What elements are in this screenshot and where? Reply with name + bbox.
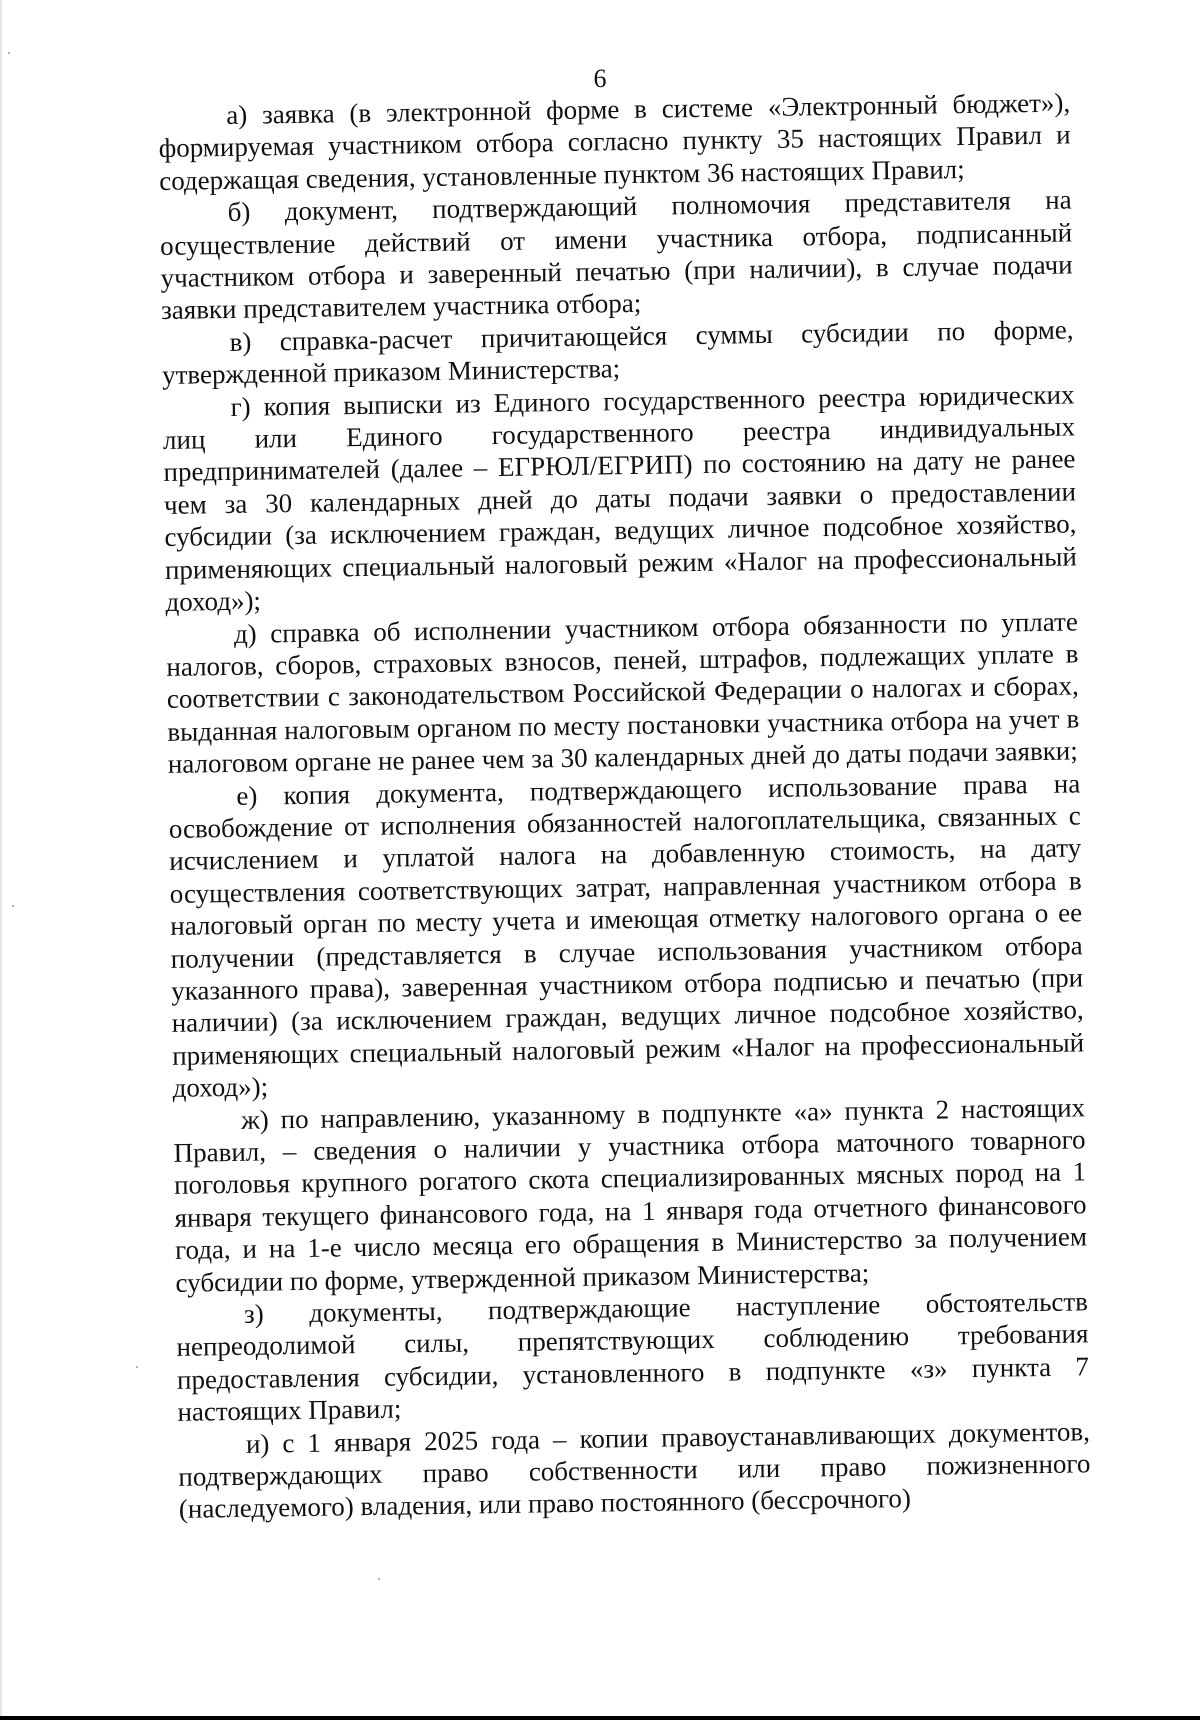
- paragraph-zh-livestock-information: ж) по направлению, указанному в подпункте «а» пункта 2 настоящих Правил, – сведения о наличии у участника отбора маточного товарного поголовья крупного рогатого скота специализированных мясных пород на 1 января текущего финансового года, на 1 января года отчетного финансового года, и на 1-е число месяца его обращения в Министерство за получением субсидии по форме, утвержденной приказом Министерства;: [173, 1091, 1088, 1298]
- scan-speck: [8, 52, 10, 54]
- paragraph-d-tax-certificate: д) справка об исполнении участником отбора обязанности по уплате налогов, сборов, страховых взносов, пеней, штрафов, подлежащих уплате в соответствии с законодательством Российской Федерации о налогах и сборах, выданная налоговым органом по месту постановки участника отбора на учет в налоговом органе не ранее чем за 30 календарных дней до даты подачи заявки;: [166, 605, 1080, 780]
- paragraph-i-title-documents: и) с 1 января 2025 года – копии правоустанавливающих документов, подтверждающих право собственности или право пожизненного (наследуемого) владения, или право постоянного (бессрочного): [178, 1415, 1091, 1525]
- paragraph-b-authority-document: б) документ, подтверждающий полномочия представителя на осуществление действий от имени участника отбора, подписанный участником отбора и заверенный печатью (при наличии), в случае подачи заявки представителем участника отбора;: [159, 184, 1073, 326]
- scan-bottom-edge: [0, 1716, 1200, 1720]
- scan-speck: [136, 1366, 138, 1368]
- page-number: 6: [593, 64, 607, 93]
- scan-speck: [378, 1578, 380, 1580]
- paragraph-z-force-majeure-documents: з) документы, подтверждающие наступление обстоятельств непреодолимой силы, препятствующих соблюдению требования предоставления субсидии, установленного в подпункте «з» пункта 7 настоящих Правил;: [176, 1286, 1090, 1428]
- paragraph-v-subsidy-calculation: в) справка-расчет причитающейся суммы субсидии по форме, утвержденной приказом Министерства;: [161, 314, 1074, 391]
- paragraph-e-vat-exemption-copy: е) копия документа, подтверждающего использование права на освобождение от исполнения обязанностей налогоплательщика, связанных с исчислением и уплатой налога на добавленную стоимость, на дату осуществления соответствующих затрат, направленная участником отбора в налоговый орган по месту учета и имеющая отметку налогового органа о ее получении (представляется в случае использования участником отбора указанного права), заверенная участником отбора подписью и печатью (при наличии) (за исключением граждан, ведущих личное подсобное хозяйство, применяющих специальный налоговый режим «Налог на профессиональный доход»);: [168, 767, 1085, 1104]
- scan-speck: [12, 905, 14, 907]
- paragraph-g-registry-extract: г) копия выписки из Единого государственного реестра юридических лиц или Единого государственного реестра индивидуальных предпринимателей (далее – ЕГРЮЛ/ЕГРИП) по состоянию на дату не ранее чем за 30 календарных дней до даты подачи заявки о предоставлении субсидии (за исключением граждан, ведущих личное подсобное хозяйство, применяющих специальный налоговый режим «Налог на профессиональный доход»);: [162, 379, 1078, 618]
- scan-left-edge: [0, 0, 2, 1720]
- document-body: [158, 86, 1091, 1525]
- paragraph-a-application: а) заявка (в электронной форме в системе «Электронный бюджет»), формируемая участником отбора согласно пункту 35 настоящих Правил и содержащая сведения, установленные пунктом 36 настоящих Правил;: [158, 87, 1071, 196]
